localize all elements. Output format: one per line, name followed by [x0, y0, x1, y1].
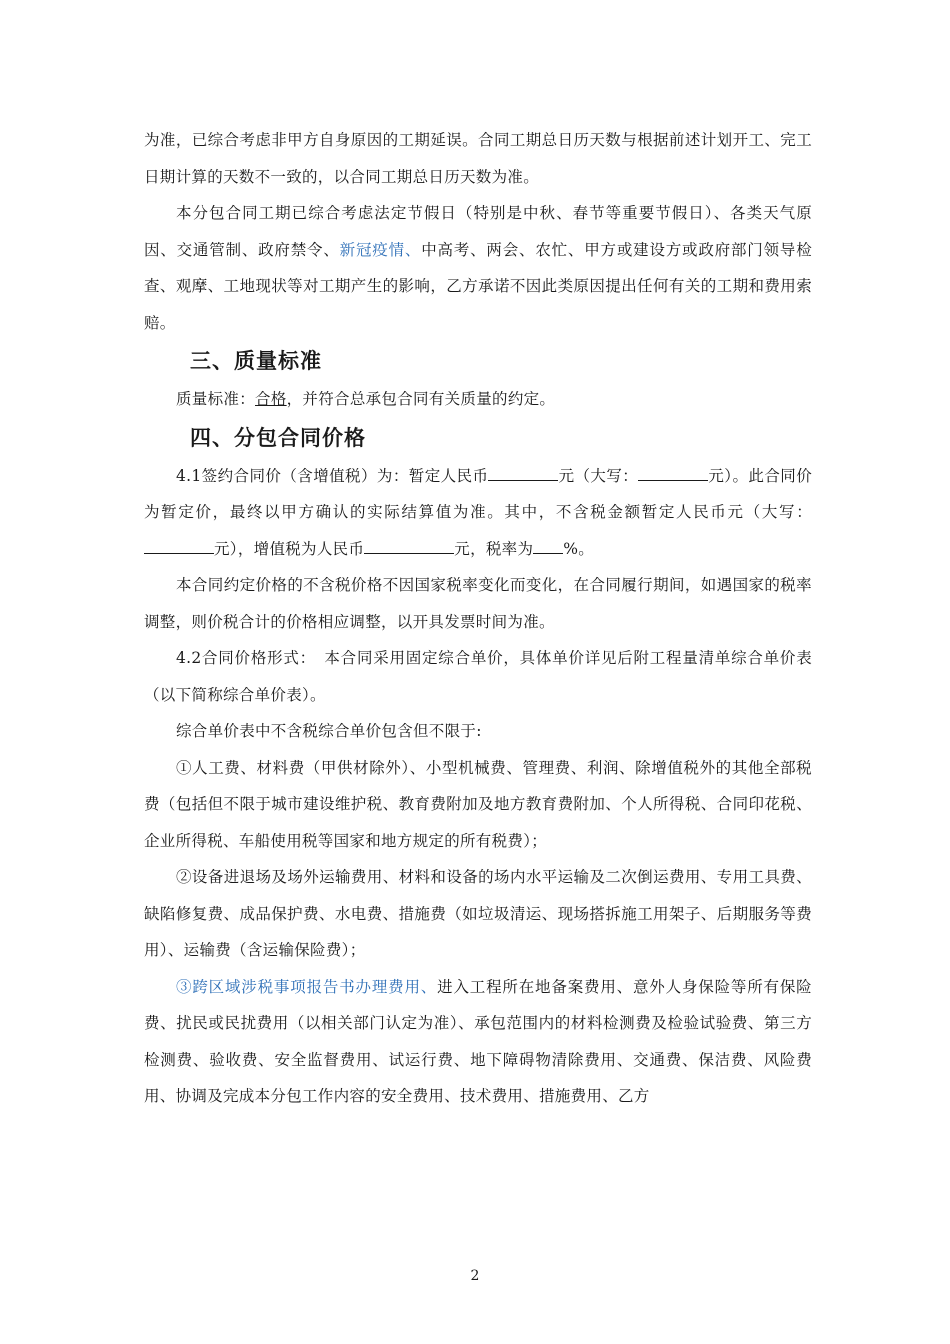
- section-heading-price: 四、分包合同价格: [190, 425, 366, 450]
- cross-region-tax-link-text[interactable]: 跨区域涉税事项报告书办理费用、: [192, 977, 438, 996]
- blank-pretax-words-field[interactable]: [144, 537, 214, 554]
- paragraph-tax-adjustment: 本合同约定价格的不含税价格不因国家税率变化而变化，在合同履行期间，如遇国家的税率调整，则价税合计的价格相应调整，以开具发票时间为准。: [144, 576, 812, 631]
- paragraph-contract-price: 4.1签约合同价（含增值税）为：暂定人民币 元（大写： 元）。此合同价为暂定价，最终以甲方确认的实际结算值为准。其中，不含税金额暂定人民币元（大写：元），增值税为人民币 元，税率为 %。: [144, 458, 812, 568]
- paragraph-inclusions-intro: 综合单价表中不含税综合单价包含但不限于:: [176, 722, 482, 740]
- blank-price-field[interactable]: [488, 464, 558, 481]
- document-body: [144, 122, 812, 1115]
- paragraph-schedule-end: 为准，已综合考虑非甲方自身原因的工期延误。合同工期总日历天数与根据前述计划开工、完工日期计算的天数不一致的，以合同工期总日历天数为准。: [144, 131, 812, 186]
- list-item-costs-2: ②设备进退场及场外运输费用、材料和设备的场内水平运输及二次倒运费用、专用工具费、缺陷修复费、成品保护费、水电费、措施费（如垃圾清运、现场搭拆施工用架子、后期服务等费用）、运输费（含运输保险费）；: [144, 868, 812, 959]
- section-heading-quality: 三、质量标准: [190, 349, 322, 373]
- blank-tax-rate-field[interactable]: [533, 537, 563, 554]
- quality-value: 合格: [255, 390, 287, 408]
- blank-vat-field[interactable]: [364, 537, 454, 554]
- paragraph-quality-standard: 质量标准：合格，并符合总承包合同有关质量的约定。: [176, 390, 556, 408]
- list-item-costs-3: ③跨区域涉税事项报告书办理费用、进入工程所在地备案费用、意外人身保险等所有保险费、扰民或民扰费用（以相关部门认定为准）、承包范围内的材料检测费及检验试验费、第三方检测费、验收费、安全监督费用、试运行费、地下障碍物清除费用、交通费、保洁费、风险费用、协调及完成本分包工作内容的安全费用、技术费用、措施费用、乙方: [144, 977, 812, 1105]
- blank-price-words-field[interactable]: [638, 464, 708, 481]
- list-item-costs-1: ①人工费、材料费（甲供材除外）、小型机械费、管理费、利润、除增值税外的其他全部税费（包括但不限于城市建设维护税、教育费附加及地方教育费附加、个人所得税、合同印花税、企业所得税、车船使用税等国家和地方规定的所有税费）；: [144, 758, 812, 850]
- covid-link-text[interactable]: 新冠疫情、: [339, 240, 422, 259]
- paragraph-price-form: 4.2合同价格形式： 本合同采用固定综合单价，具体单价详见后附工程量清单综合单价表（以下简称综合单价表）。: [144, 649, 812, 704]
- page-number: 2: [470, 1268, 480, 1284]
- paragraph-schedule-factors: 本分包合同工期已综合考虑法定节假日（特别是中秋、春节等重要节假日）、各类天气原因、交通管制、政府禁令、新冠疫情、中高考、两会、农忙、甲方或建设方或政府部门领导检查、观摩、工地现状等对工期产生的影响，乙方承诺不因此类原因提出任何有关的工期和费用索赔。: [144, 204, 812, 332]
